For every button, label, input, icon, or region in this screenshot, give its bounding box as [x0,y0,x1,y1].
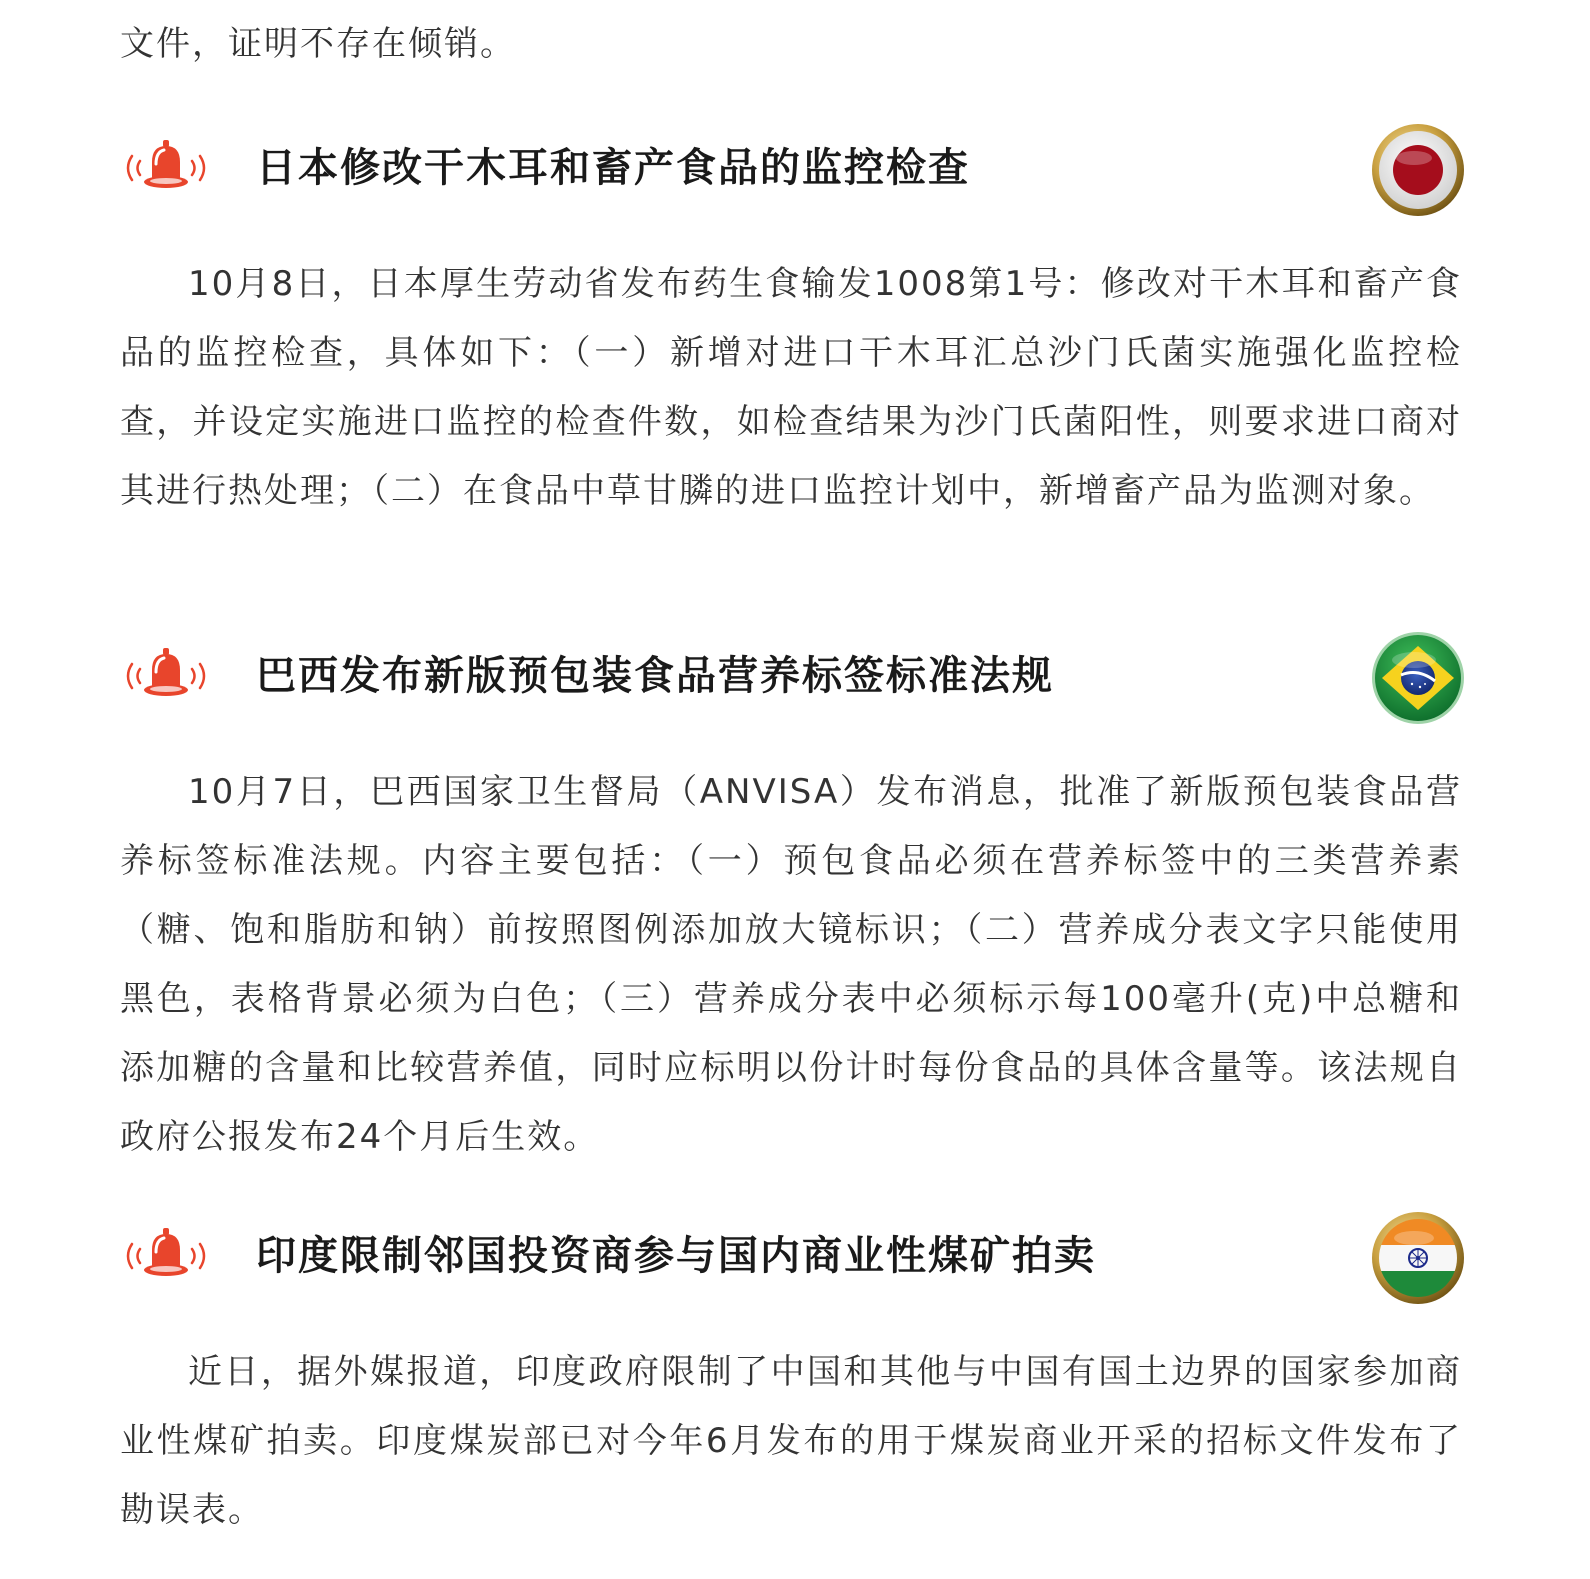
section-title: 巴西发布新版预包装食品营养标签标准法规 [256,653,1054,699]
india-flag-icon [1370,1210,1466,1306]
section-header [0,626,1590,726]
section-body: 近日，据外媒报道，印度政府限制了中国和其他与中国有国土边界的国家参加商业性煤矿拍卖。印度煤炭部已对今年6月发布的用于煤炭商业开采的招标文件发布了勘误表。 [120,1352,1462,1530]
section-header [0,118,1590,218]
lead-paragraph: 文件，证明不存在倾销。 [120,24,516,64]
section-header [0,1206,1590,1306]
section-title: 印度限制邻国投资商参与国内商业性煤矿拍卖 [256,1233,1096,1279]
section-body: 10月7日，巴西国家卫生督局（ANVISA）发布消息，批准了新版预包装食品营养标签标准法规。内容主要包括：（一）预包食品必须在营养标签中的三类营养素（糖、饱和脂肪和钠）前按照图例添加放大镜标识；（二）营养成分表文字只能使用黑色，表格背景必须为白色；（三）营养成分表中必须标示每100毫升(克)中总糖和添加糖的含量和比较营养值，同时应标明以份计时每份食品的具体含量等。该法规自政府公报发布24个月后生效。 [120,772,1462,1157]
alarm-bell-icon [118,1224,214,1288]
alarm-bell-icon [118,644,214,708]
section-body: 10月8日，日本厚生劳动省发布药生食输发1008第1号：修改对干木耳和畜产食品的监控检查，具体如下：（一）新增对进口干木耳汇总沙门氏菌实施强化监控检查，并设定实施进口监控的检查件数，如检查结果为沙门氏菌阳性，则要求进口商对其进行热处理；（二）在食品中草甘膦的进口监控计划中，新增畜产品为监测对象。 [120,264,1462,511]
section-title: 日本修改干木耳和畜产食品的监控检查 [256,145,970,191]
alarm-bell-icon [118,136,214,200]
brazil-flag-icon [1370,630,1466,726]
japan-flag-icon [1370,122,1466,218]
